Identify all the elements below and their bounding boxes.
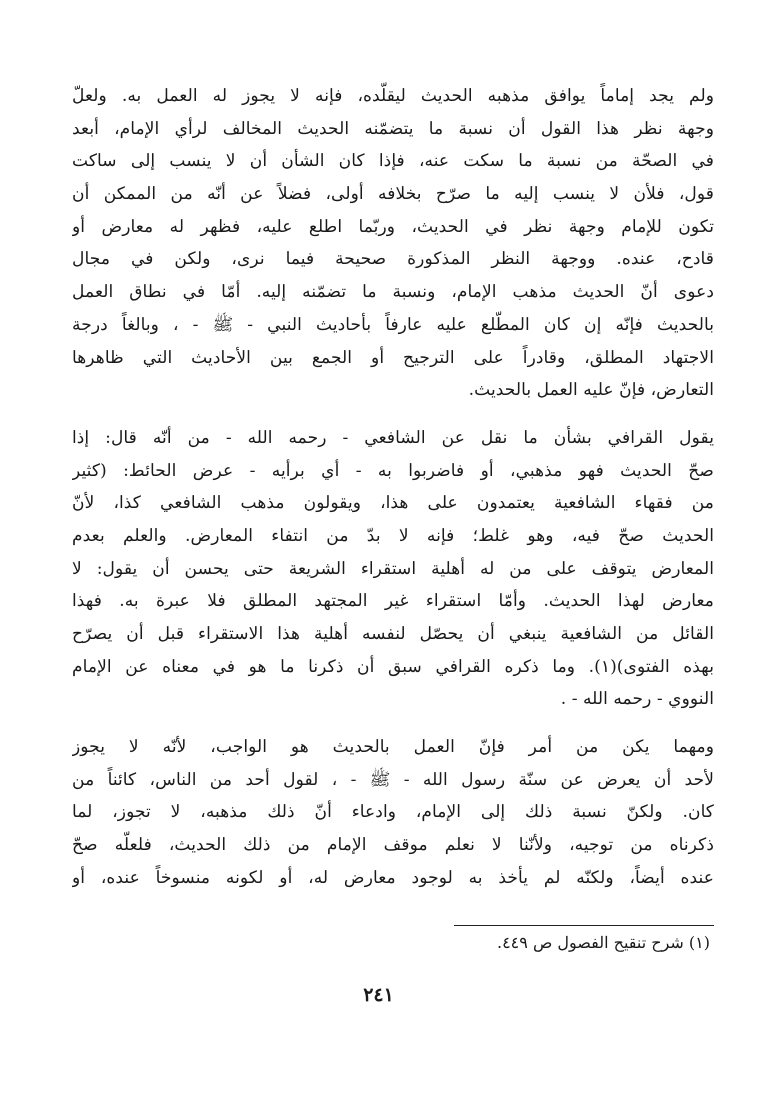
body-text [72, 80, 714, 895]
text-line: كان. ولكنّ نسبة ذلك إلى الإمام، وادعاء أنّ ذلك مذهبه، لا تجوز، لما [72, 802, 714, 823]
text-line: معارض لهذا الحديث. وأمّا استقراء غير المجتهد المطلق فلا عبرة به. فهذا [72, 591, 714, 612]
text-line: ذكرناه من توجيه، ولأنّنا لا نعلم موقف الإمام من ذلك الحديث، فلعلّه صحّ [72, 835, 714, 856]
text-line: التعارض، فإنّ عليه العمل بالحديث. [468, 380, 714, 401]
paragraph-2 [72, 422, 714, 716]
text-line: بالحديث فإنّه إن كان المطّلع عليه عارفاً بأحاديث النبي - ﷺ - ، وبالغاً درجة [72, 314, 714, 335]
text-line: لأحد أن يعرض عن سنّة رسول الله - ﷺ - ، لقول أحد من الناس، كائناً من [72, 769, 714, 790]
paragraph-3 [72, 731, 714, 894]
text-line: ومهما يكن من أمر فإنّ العمل بالحديث هو الواجب، لأنّه لا يجوز [72, 737, 714, 758]
footnote-divider [454, 925, 714, 926]
text-line: صحّ الحديث فهو مذهبي، أو فاضربوا به - أي برأيه - عرض الحائط: (كثير [72, 460, 714, 481]
text-line: قول، فلأن لا ينسب إليه ما صرّح بخلافه أولى، فضلاً عن أنّه من الممكن أن [72, 184, 714, 205]
text-line: القائل من الشافعية ينبغي أن يحصّل لنفسه أهلية هذا الاستقراء قبل أن يصرّح [72, 624, 714, 644]
text-line: في الصحّة من نسبة ما سكت عنه، فإذا كان الشأن أن لا ينسب إلى ساكت [72, 151, 714, 172]
text-line: المعارض يتوقف على من له أهلية استقراء الشريعة حتى يحسن أن يقول: لا [72, 558, 714, 579]
text-line: الاجتهاد المطلق، وقادراً على الترجيح أو الجمع بين الأحاديث التي ظاهرها [72, 347, 714, 368]
text-line: ولم يجد إماماً يوافق مذهبه الحديث ليقلّده، فإنه لا يجوز له العمل به. ولعلّ [72, 86, 714, 106]
text-line: بهذه الفتوى)(١). وما ذكره القرافي سبق أن ذكرنا ما هو في معناه عن الإمام [72, 656, 714, 677]
text-line: يقول القرافي بشأن ما نقل عن الشافعي - رحمه الله - من أنّه قال: إذا [72, 427, 714, 448]
text-line: دعوى أنّ الحديث مذهب الإمام، ونسبة ما تضمّنه إليه. أمّا في نطاق العمل [72, 282, 714, 303]
text-line: عنده أيضاً، ولكنّه لم يأخذ به لوجود معارض له، أو لكونه منسوخاً عنده، أو [72, 867, 714, 888]
paragraph-1 [72, 80, 714, 407]
text-line: النووي - رحمه الله - . [560, 689, 714, 710]
text-line: قادح، عنده. ووجهة النظر المذكورة صحيحة فيما نرى، ولكن في مجال [72, 249, 714, 270]
text-line: من فقهاء الشافعية يعتمدون على هذا، ويقولون مذهب الشافعي كذا، لأنّ [72, 493, 714, 514]
footnote: (١) شرح تنقيح الفصول ص ٤٤٩. [496, 933, 710, 952]
page-number: ٢٤١ [363, 984, 394, 1006]
text-line: وجهة نظر هذا القول أن نسبة ما يتضمّنه الحديث المخالف لرأي الإمام، أبعد [72, 118, 714, 139]
text-line: الحديث صحّ فيه، وهو غلط؛ فإنه لا بدّ من انتفاء المعارض. والعلم بعدم [72, 525, 714, 546]
text-line: تكون للإمام وجهة نظر في الحديث، وربّما اطلع عليه، فظهر له معارض أو [72, 216, 714, 237]
